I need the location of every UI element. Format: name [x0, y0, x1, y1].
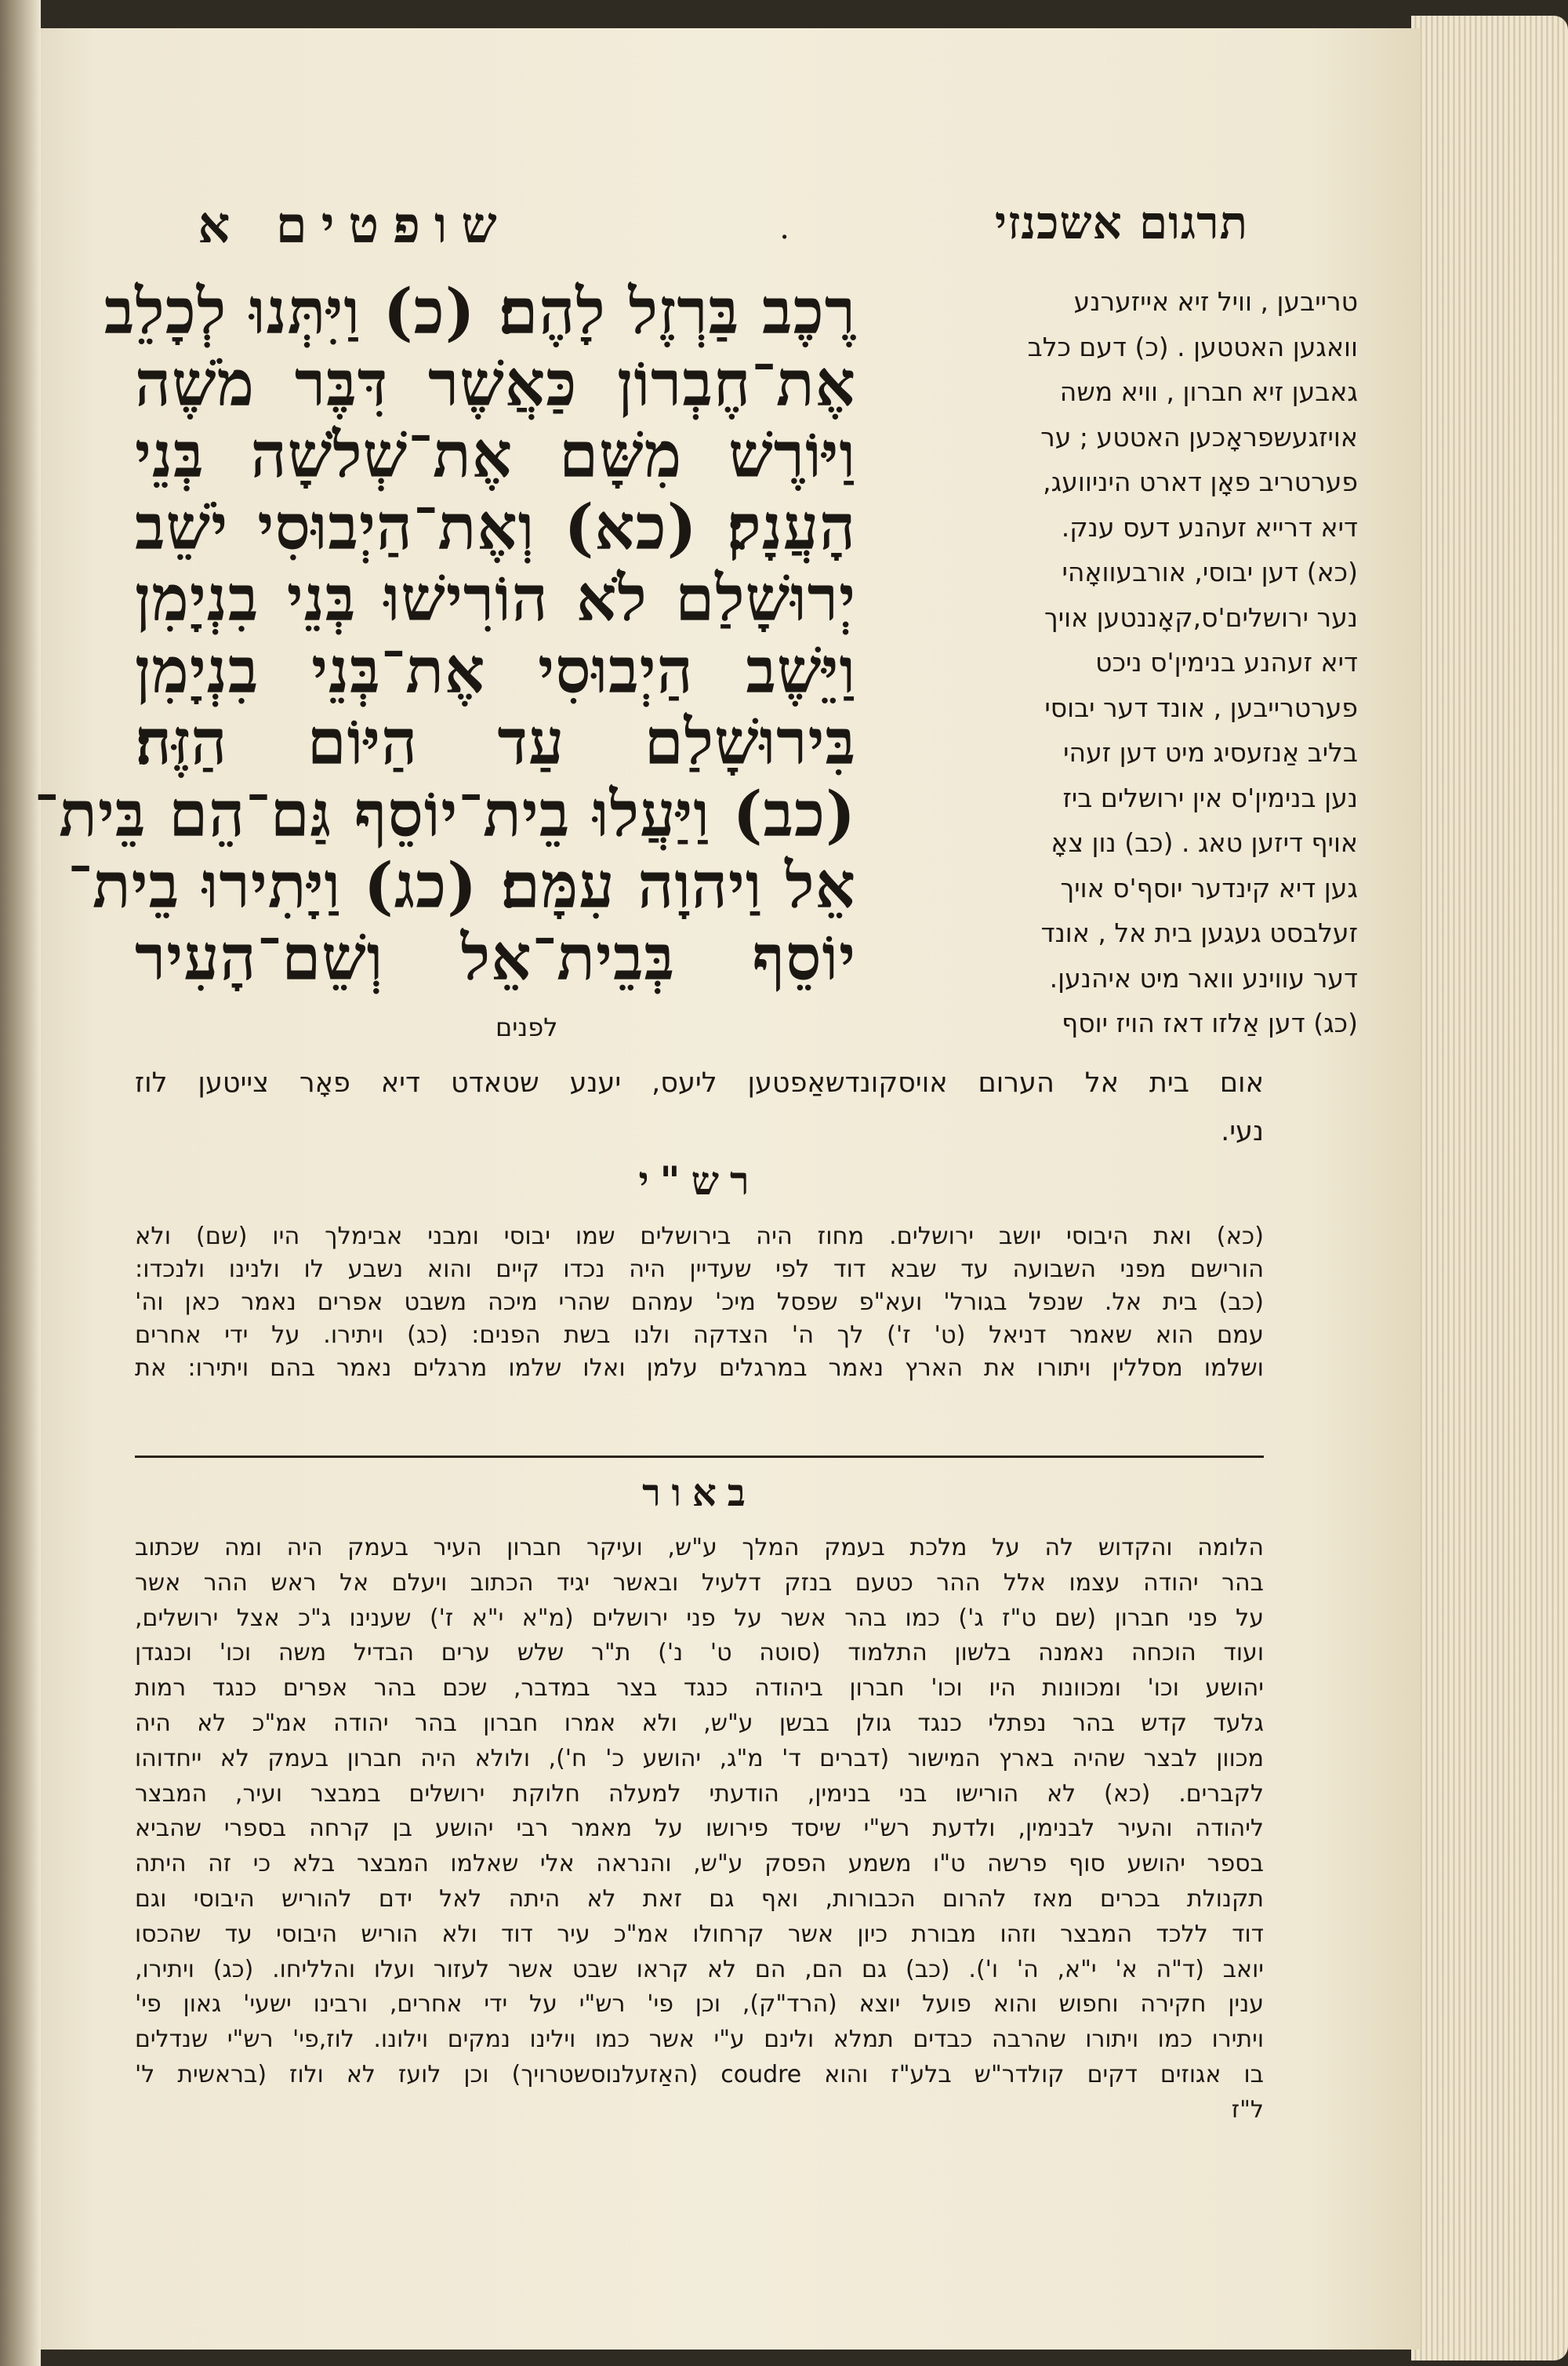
translation-line: (כג) דען אַלזו דאז הויז יוסף [1062, 1008, 1358, 1038]
biur-line: הלומה והקדוש לה על מלכת בעמק המלך ע"ש, ועיקר חברון העיר בעמק היה ומה שכתוב [135, 1534, 1264, 1561]
biur-heading: באור [642, 1471, 757, 1515]
biur-line: ויתירו כמו ויתורו שהרבה כבדים תמלא ולינם ע"י אשר כמו וילינו נמקים וילונו. לוז,פי' רש"י שנדלים [135, 2026, 1264, 2054]
translation-line: נען בנימין'ס אין ירושלים ביז [1062, 782, 1358, 813]
running-title-left: שופטים א [198, 196, 511, 255]
biur-line: ועוד הוכחה נאמנה בלשון התלמוד (סוטה ט' נ') ת"ר שלש ערים הבדיל משה וכו' וכנגדן [135, 1639, 1264, 1667]
book-page [34, 28, 1421, 2350]
translation-line: דיא זעהנע בנימין'ס ניכט [1095, 647, 1358, 678]
rashi-commentary [135, 1220, 1264, 1385]
hebrew-verse-line: אֵל וַיהוָה עִמָּם׃ (כג) וַיָּתִירוּ בֵית־ [67, 849, 856, 922]
biur-line: גלעד קדש בהר נפתלי כנגד גולן בבשן ע"ש, ולא אמרו חברון בהר יהודה אמ"כ לא היה [135, 1709, 1264, 1737]
translation-line: בליב אַנזעסיג מיט דען זעהי [1063, 737, 1358, 768]
translation-line: גען דיא קינדער יוסף'ס אויך [1060, 872, 1358, 903]
hebrew-verse-line: יְרוּשָׁלַם לֹא הוֹרִישׁוּ בְּנֵי בִנְיָמִן [135, 562, 856, 635]
hebrew-verse-line: הָעֲנָק׃ (כא) וְאֶת־הַיְבוּסִי יֹשֵׁב [135, 489, 856, 564]
biur-line: ל"ז [1231, 2095, 1264, 2124]
rashi-heading: רש"י [638, 1158, 760, 1204]
running-title-right: תרגום אשכנזי [994, 196, 1248, 249]
header-separator-dot: . [779, 210, 789, 246]
biur-line: בהר יהודה עצמו אלל ההר כטעם בנזק דלעיל ובאשר יגיד הכתוב ויעלם אל ראש ההר אשר [135, 1568, 1264, 1597]
translation-line: פערטרייבען , אונד דער יבוסי [1044, 692, 1358, 723]
book-page-edges [1411, 16, 1568, 2361]
biur-line: בספר יהושע סוף פרשה ט"ו משמע הפסק ע"ש, והנראה אלי שאלמו המבצר בלא כי זה היתה [135, 1850, 1264, 1878]
biur-line: לקברים. (כא) לא הורישו בני בנימין, הודעתי למעלה חלוקת ירושלים במבצר ועיר, המבצר [135, 1779, 1264, 1808]
book-spine-edge [0, 0, 41, 2366]
translation-line: אויף דיזען טאג . (כב) נון צאָ [1051, 827, 1358, 858]
biur-line: תקנולת בכרים מאז להרום הכבורות, ואף גם זאת לא היתה לאל ידם להוריש היבוסי וגם [135, 1884, 1264, 1913]
hebrew-verse-line: בִּירוּשָׁלַם עַד הַיּוֹם הַזֶּה׃ [135, 705, 856, 779]
translation-line: אויזגעשפראָכען האטטע ; ער [1040, 421, 1358, 452]
running-header [135, 196, 1248, 274]
catchword: לפנים [495, 1012, 558, 1042]
hebrew-verse-line: וַיּוֹרֶשׁ מִשָּׁם אֶת־שְׁלֹשָׁה בְּנֵי [135, 418, 856, 492]
biur-line: יואב (ד"ה א' י"א, ה' ו'). (כב) גם הם, הם לא קראו שבט אשר לעזור ועלו והלליחו. (כג) ויתירו, [135, 1955, 1264, 1983]
biur-line: יהושע וכו' ומכוונות היו וכו' חברון ביהודה כנגד בצר במדבר, שכם בהר אפרים כנגד רמות [135, 1674, 1264, 1703]
translation-line: דער עווינע וואר מיט איהנען. [1049, 962, 1358, 994]
biur-commentary [135, 1531, 1264, 2128]
translation-line: נער ירושלים'ס,קאָננטען אויך [1044, 601, 1358, 633]
section-divider-rule [135, 1456, 1264, 1458]
rashi-line: (כא) ואת היבוסי יושב ירושלים. מחוז היה בירושלים שמו יבוסי ומבני אבימלך היו (שם) ולא [135, 1223, 1264, 1250]
hebrew-verse-line: יוֹסֵף בְּבֵית־אֵל וְשֵׁם־הָעִיר [135, 920, 856, 994]
rashi-line: עמם הוא שאמר דניאל (ט' ז') לך ה' הצדקה ולנו בשת הפנים: (כג) ויתירו. על ידי אחרים [135, 1321, 1264, 1349]
translation-line: גאבען זיא חברון , וויא משה [1059, 376, 1358, 407]
translation-line: טרייבען , וויל זיא אייזערנע [1073, 286, 1358, 317]
translation-tail-line: אום בית אל הערום אויסקונדשאַפטען ליעס, יענע שטאדט דיא פאָר צייטען לוז [135, 1067, 1264, 1099]
translation-line: (כא) דען יבוסי, אורבעוואָהי [1062, 557, 1358, 587]
biur-line: ענין חקירה וחפוש והוא פועל יוצא (הרד"ק), וכן פי' רש"י על ידי אחרים, ורבינו ישעי' גאון פי' [135, 1990, 1264, 2019]
biur-line: מכוון לבצר שהיה בארץ המישור (דברים ד' מ"ג, יהושע כ' ח'), ולולא היה חברון בעמק לא ייחדוהו [135, 1744, 1264, 1772]
hebrew-verse-line: (כב) וַיַּעֲלוּ בֵית־יוֹסֵף גַּם־הֵם בֵּית־ [34, 776, 856, 851]
hebrew-verse-line: רֶכֶב בַּרְזֶל לָהֶם׃ (כ) וַיִּתְּנוּ לְכָלֵב [103, 274, 856, 348]
translation-line: דיא דרייא זעהנע דעס ענק. [1061, 511, 1358, 543]
translation-line: זעלבסט געגען בית אל , אונד [1040, 918, 1358, 948]
hebrew-verse-line: וַיֵּשֶׁב הַיְבוּסִי אֶת־בְּנֵי בִנְיָמִן [135, 633, 856, 707]
translation-line: וואגען האטטען . (כ) דעם כלב [1027, 331, 1358, 362]
rashi-line: (כב) בית אל. שנפל בגורל' ועא"פ שפסל מיכ' עמהם שהרי מיכה משבט אפרים נאמר כאן וה' [135, 1288, 1264, 1316]
biur-line: ליהודה והעיר לבנימין, ולדעת רש"י שיסד פירושו על מאמר רבי יהושע בן קרחה בספרי שהביא [135, 1815, 1264, 1843]
hebrew-scripture-column [34, 274, 856, 1013]
biur-line: בו אגוזים דקים קולדר"ש בלע"ז והוא coudre (האַזעלנוסשטרויך) וכן לועז לא ולוז (בראשית ל' [135, 2060, 1265, 2088]
translation-continuation [135, 1059, 1264, 1156]
biur-line: על פני חברון (שם ט"ז ג') כמו בהר אשר על פני ירושלים (מ"א י"א ז') שענינו ג"כ אצל ירושלים, [135, 1604, 1264, 1632]
translation-tail-line: נעי. [1221, 1116, 1264, 1147]
rashi-line: ושלמו מסללין ויתורו את הארץ נאמר במרגלים עלמן ואלו שלמו מרגלים נאמר בהם ויתירו: את [135, 1354, 1264, 1382]
translation-line: פערטריב פאָן דארט היניוועג, [1043, 467, 1358, 497]
hebrew-verse-line: אֶת־חֶבְרוֹן כַּאֲשֶׁר דִּבֶּר מֹשֶׁה [135, 346, 856, 420]
rashi-line: הורישם מפני השבועה עד שבא דוד לפי שעדיין היה נכדו קיים והוא נשבע לו ולנינו ולנכדו: [135, 1256, 1264, 1283]
german-translation-column [989, 279, 1358, 1046]
biur-line: דוד ללכד המבצר וזהו מבורת כיון אשר קרחולו אמ"כ עיר דוד ולא הוריש היבוסי עד שהכסו [135, 1920, 1264, 1948]
